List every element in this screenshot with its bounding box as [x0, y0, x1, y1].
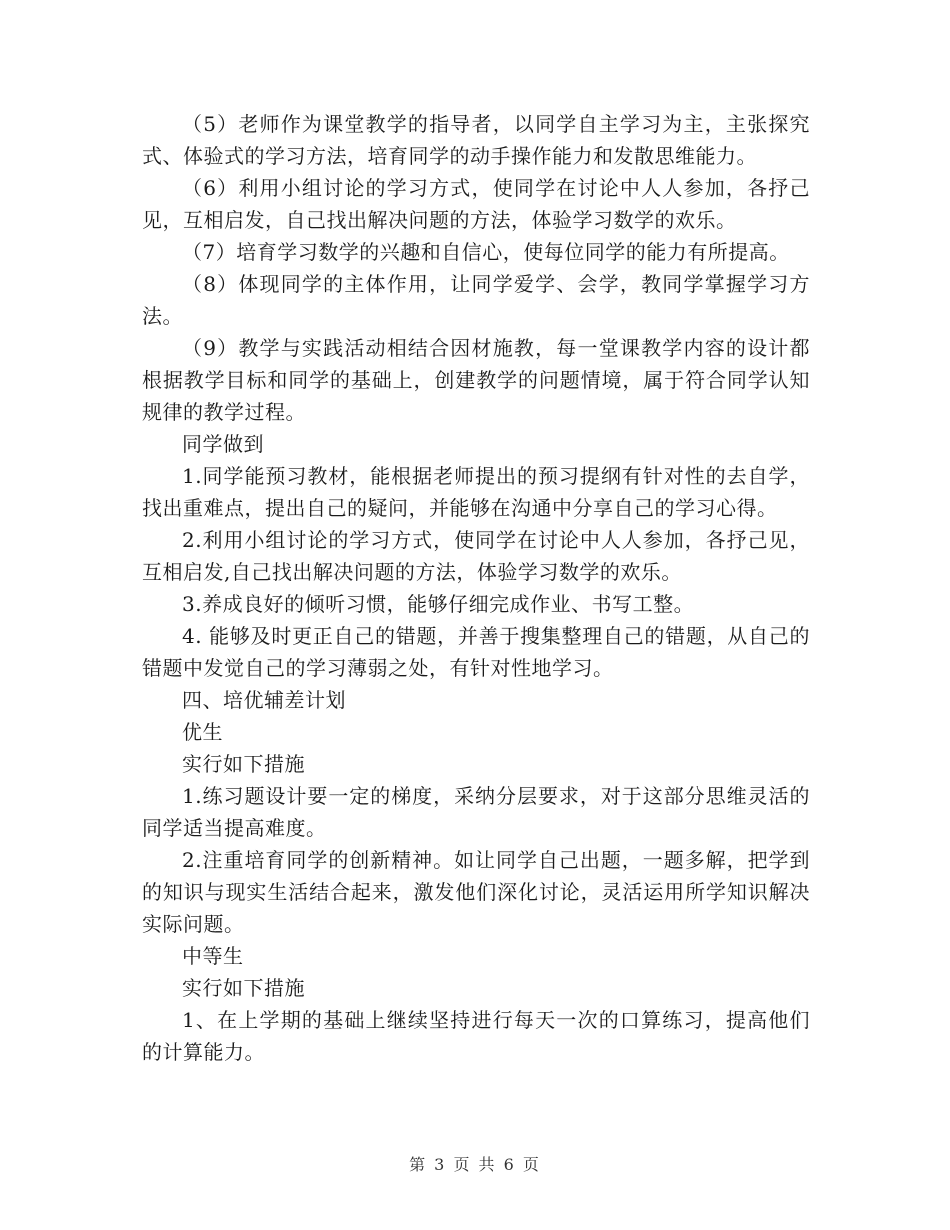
top-measure-1: 1.练习题设计要一定的梯度，采纳分层要求，对于这部分思维灵活的同学适当提高难度。	[142, 784, 810, 840]
measures-label-middle: 实行如下措施	[182, 976, 305, 1000]
paragraph-8: （8）体现同学的主体作用，让同学爱学、会学，教同学掌握学习方法。	[142, 272, 810, 328]
page-footer: 第 3 页 共 6 页	[409, 1155, 541, 1174]
student-item-2: 2.利用小组讨论的学习方式，使同学在讨论中人人参加，各抒己见，互相启发,自己找出解决问题的方法，体验学习数学的欢乐。	[142, 528, 810, 584]
heading-students: 同学做到	[182, 432, 264, 456]
paragraph-5: （5）老师作为课堂教学的指导者，以同学自主学习为主，主张探究式、体验式的学习方法，培育同学的动手操作能力和发散思维能力。	[142, 112, 810, 168]
student-item-3: 3.养成良好的倾听习惯，能够仔细完成作业、书写工整。	[182, 592, 695, 616]
middle-measure-1: 1、在上学期的基础上继续坚持进行每天一次的口算练习，提高他们的计算能力。	[142, 1008, 810, 1064]
student-item-1: 1.同学能预习教材，能根据老师提出的预习提纲有针对性的去自学，找出重难点，提出自己的疑问，并能够在沟通中分享自己的学习心得。	[142, 464, 810, 520]
top-measure-2: 2.注重培育同学的创新精神。如让同学自己出题，一题多解，把学到的知识与现实生活结合起来，激发他们深化讨论，灵活运用所学知识解决实际问题。	[142, 848, 810, 936]
subheading-middle-students: 中等生	[182, 944, 244, 968]
paragraph-9: （9）教学与实践活动相结合因材施教，每一堂课教学内容的设计都根据教学目标和同学的基础上，创建教学的问题情境，属于符合同学认知规律的教学过程。	[142, 336, 810, 424]
subheading-top-students: 优生	[182, 720, 223, 744]
paragraph-7: （7）培育学习数学的兴趣和自信心，使每位同学的能力有所提高。	[182, 240, 790, 264]
paragraph-6: （6）利用小组讨论的学习方式，使同学在讨论中人人参加，各抒己见，互相启发，自己找出解决问题的方法，体验学习数学的欢乐。	[142, 176, 810, 232]
document-body	[142, 108, 810, 1068]
measures-label-top: 实行如下措施	[182, 752, 305, 776]
student-item-4: 4. 能够及时更正自己的错题，并善于搜集整理自己的错题，从自己的错题中发觉自己的学习薄弱之处，有针对性地学习。	[142, 624, 810, 680]
section-heading-4: 四、培优辅差计划	[182, 688, 346, 712]
